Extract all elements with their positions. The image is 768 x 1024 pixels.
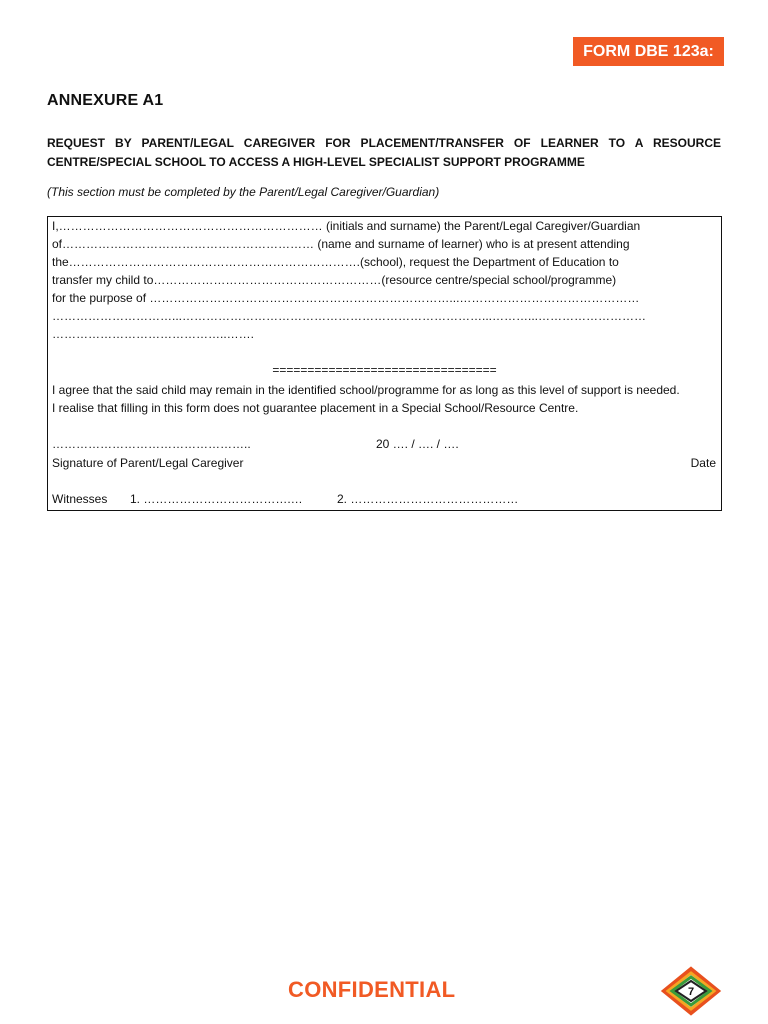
form-line-purpose-continued[interactable]: …………………………...…………………………………………………………………...………...……………………… bbox=[52, 309, 647, 323]
agreement-text: I agree that the said child may remain in the identified school/programme for as long as this level of support is needed. bbox=[52, 383, 680, 397]
page-number: 7 bbox=[687, 986, 695, 998]
form-line-learner-name[interactable]: of……………………………………………………… (name and surname of learner) who is at present attending bbox=[52, 237, 630, 251]
confidential-label: CONFIDENTIAL bbox=[288, 977, 456, 1002]
date-field[interactable]: 20 …. / …. / …. bbox=[376, 437, 459, 451]
form-line-transfer[interactable]: transfer my child to…………………………………………………(resource centre/special school/programme) bbox=[52, 273, 617, 287]
form-line-school[interactable]: the……………………………………………………………….(school), request the Department of Education to bbox=[52, 255, 619, 269]
form-heading: REQUEST BY PARENT/LEGAL CAREGIVER FOR PLACEMENT/TRANSFER OF LEARNER TO A RESOURCE CENTRE/SPECIAL SCHOOL TO ACCESS A HIGH-LEVEL SPECIALIST SUPPORT PROGRAMME bbox=[47, 136, 721, 169]
signature-label: Signature of Parent/Legal Caregiver bbox=[52, 456, 244, 470]
annexure-title: ANNEXURE A1 bbox=[47, 92, 164, 109]
form-line-purpose-end[interactable]: ……………………………………..……. bbox=[52, 327, 255, 341]
date-label: Date bbox=[690, 456, 716, 470]
form-line-initials[interactable]: I,………………………………………………………… (initials and surname) the Parent/Legal Caregiver/Guardian bbox=[52, 219, 641, 233]
witness-1-field[interactable]: 1. ……………………………….… bbox=[130, 492, 303, 506]
completion-instruction: (This section must be completed by the Parent/Legal Caregiver/Guardian) bbox=[47, 185, 440, 199]
signature-field[interactable]: ………………………………………….. bbox=[52, 437, 251, 451]
request-form-box bbox=[47, 216, 722, 511]
disclaimer-text: I realise that filling in this form does not guarantee placement in a Special School/Resource Centre. bbox=[52, 401, 579, 415]
witnesses-label: Witnesses bbox=[52, 492, 108, 506]
form-line-purpose[interactable]: for the purpose of …………………………………………………………………...……………………………………… bbox=[52, 291, 640, 305]
page-number-badge bbox=[660, 966, 722, 1016]
witness-2-field[interactable]: 2. …………………………………… bbox=[337, 492, 519, 506]
form-code-badge: FORM DBE 123a: bbox=[573, 37, 724, 66]
form-separator: ================================ bbox=[272, 363, 497, 377]
